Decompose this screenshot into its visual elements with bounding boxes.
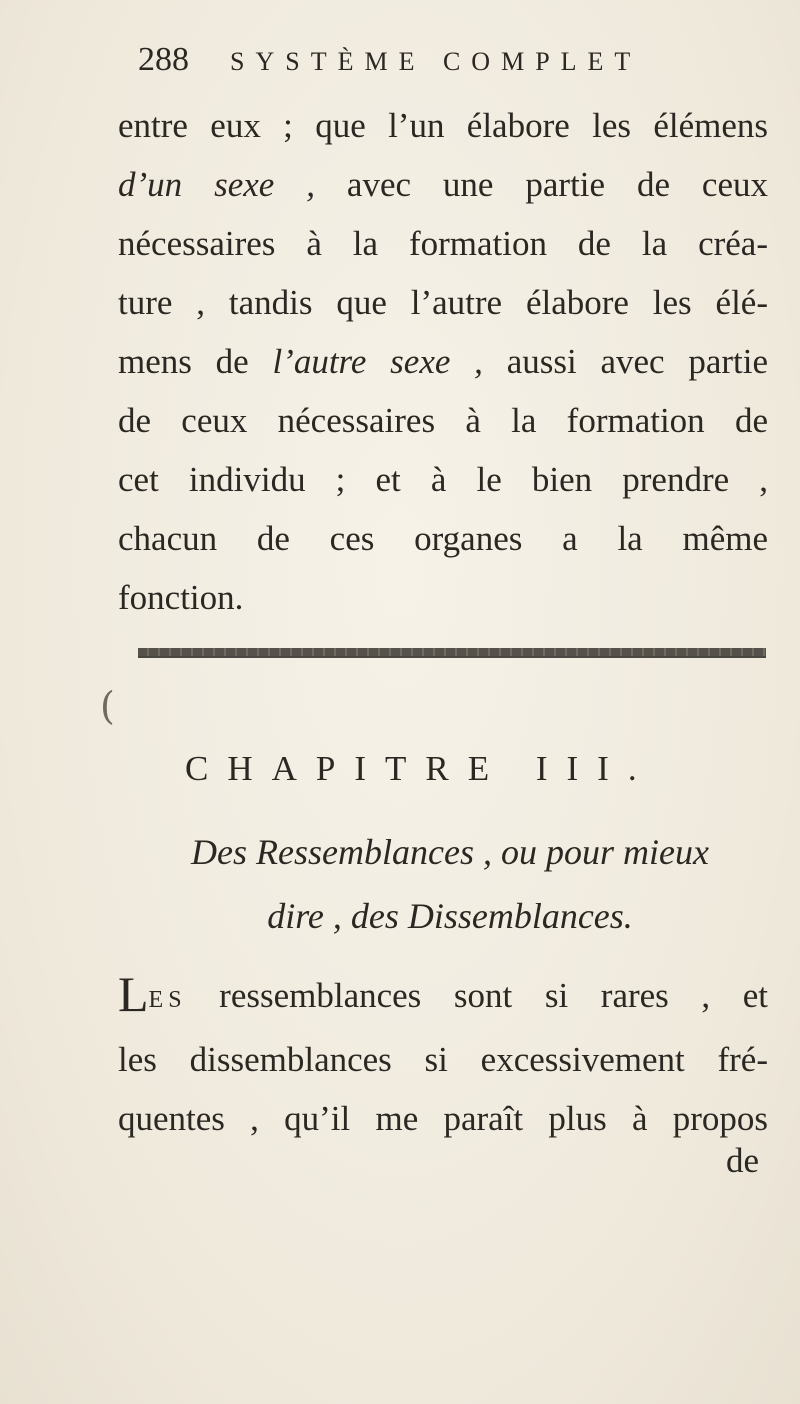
chapter-paragraph: [118, 966, 768, 1148]
text-line: quentes , qu’il me paraît plus à propos: [118, 1099, 768, 1138]
text-line: mens de l’autre sexe , aussi avec partie: [118, 342, 768, 381]
text-line: cet individu ; et à le bien prendre ,: [118, 460, 768, 499]
initial-letter: L: [118, 966, 149, 1022]
text-line: de ceux nécessaires à la formation de: [118, 401, 768, 440]
text-line: nécessaires à la formation de la créa-: [118, 224, 768, 263]
chapter-divider-rule: [138, 648, 766, 658]
subtitle-line: Des Ressemblances , ou pour mieux: [191, 832, 709, 872]
margin-mark: (: [100, 684, 115, 728]
subtitle-line: dire , des Dissemblances.: [267, 896, 633, 936]
running-head: [120, 40, 740, 80]
text-line: ture , tandis que l’autre élabore les élé-: [118, 283, 768, 322]
catchword: de: [726, 1141, 760, 1180]
text-line: les dissemblances si excessivement fré-: [118, 1040, 768, 1079]
text-line: fonction.: [118, 578, 244, 617]
text-line: d’un sexe , avec une partie de ceux: [118, 165, 768, 204]
chapter-subtitle: [130, 820, 770, 948]
chapter-heading: CHAPITRE III.: [185, 749, 656, 788]
running-title: SYSTÈME COMPLET: [230, 47, 642, 76]
text-line: LES ressemblances sont si rares , et: [118, 966, 768, 1022]
opening-text: [118, 96, 768, 627]
text-line: chacun de ces organes a la même: [118, 519, 768, 558]
italic-phrase: d’un sexe ,: [118, 165, 315, 204]
text-line: entre eux ; que l’un élabore les élémens: [118, 106, 768, 145]
page-number: 288: [138, 41, 189, 78]
italic-phrase: l’autre sexe ,: [272, 342, 483, 381]
